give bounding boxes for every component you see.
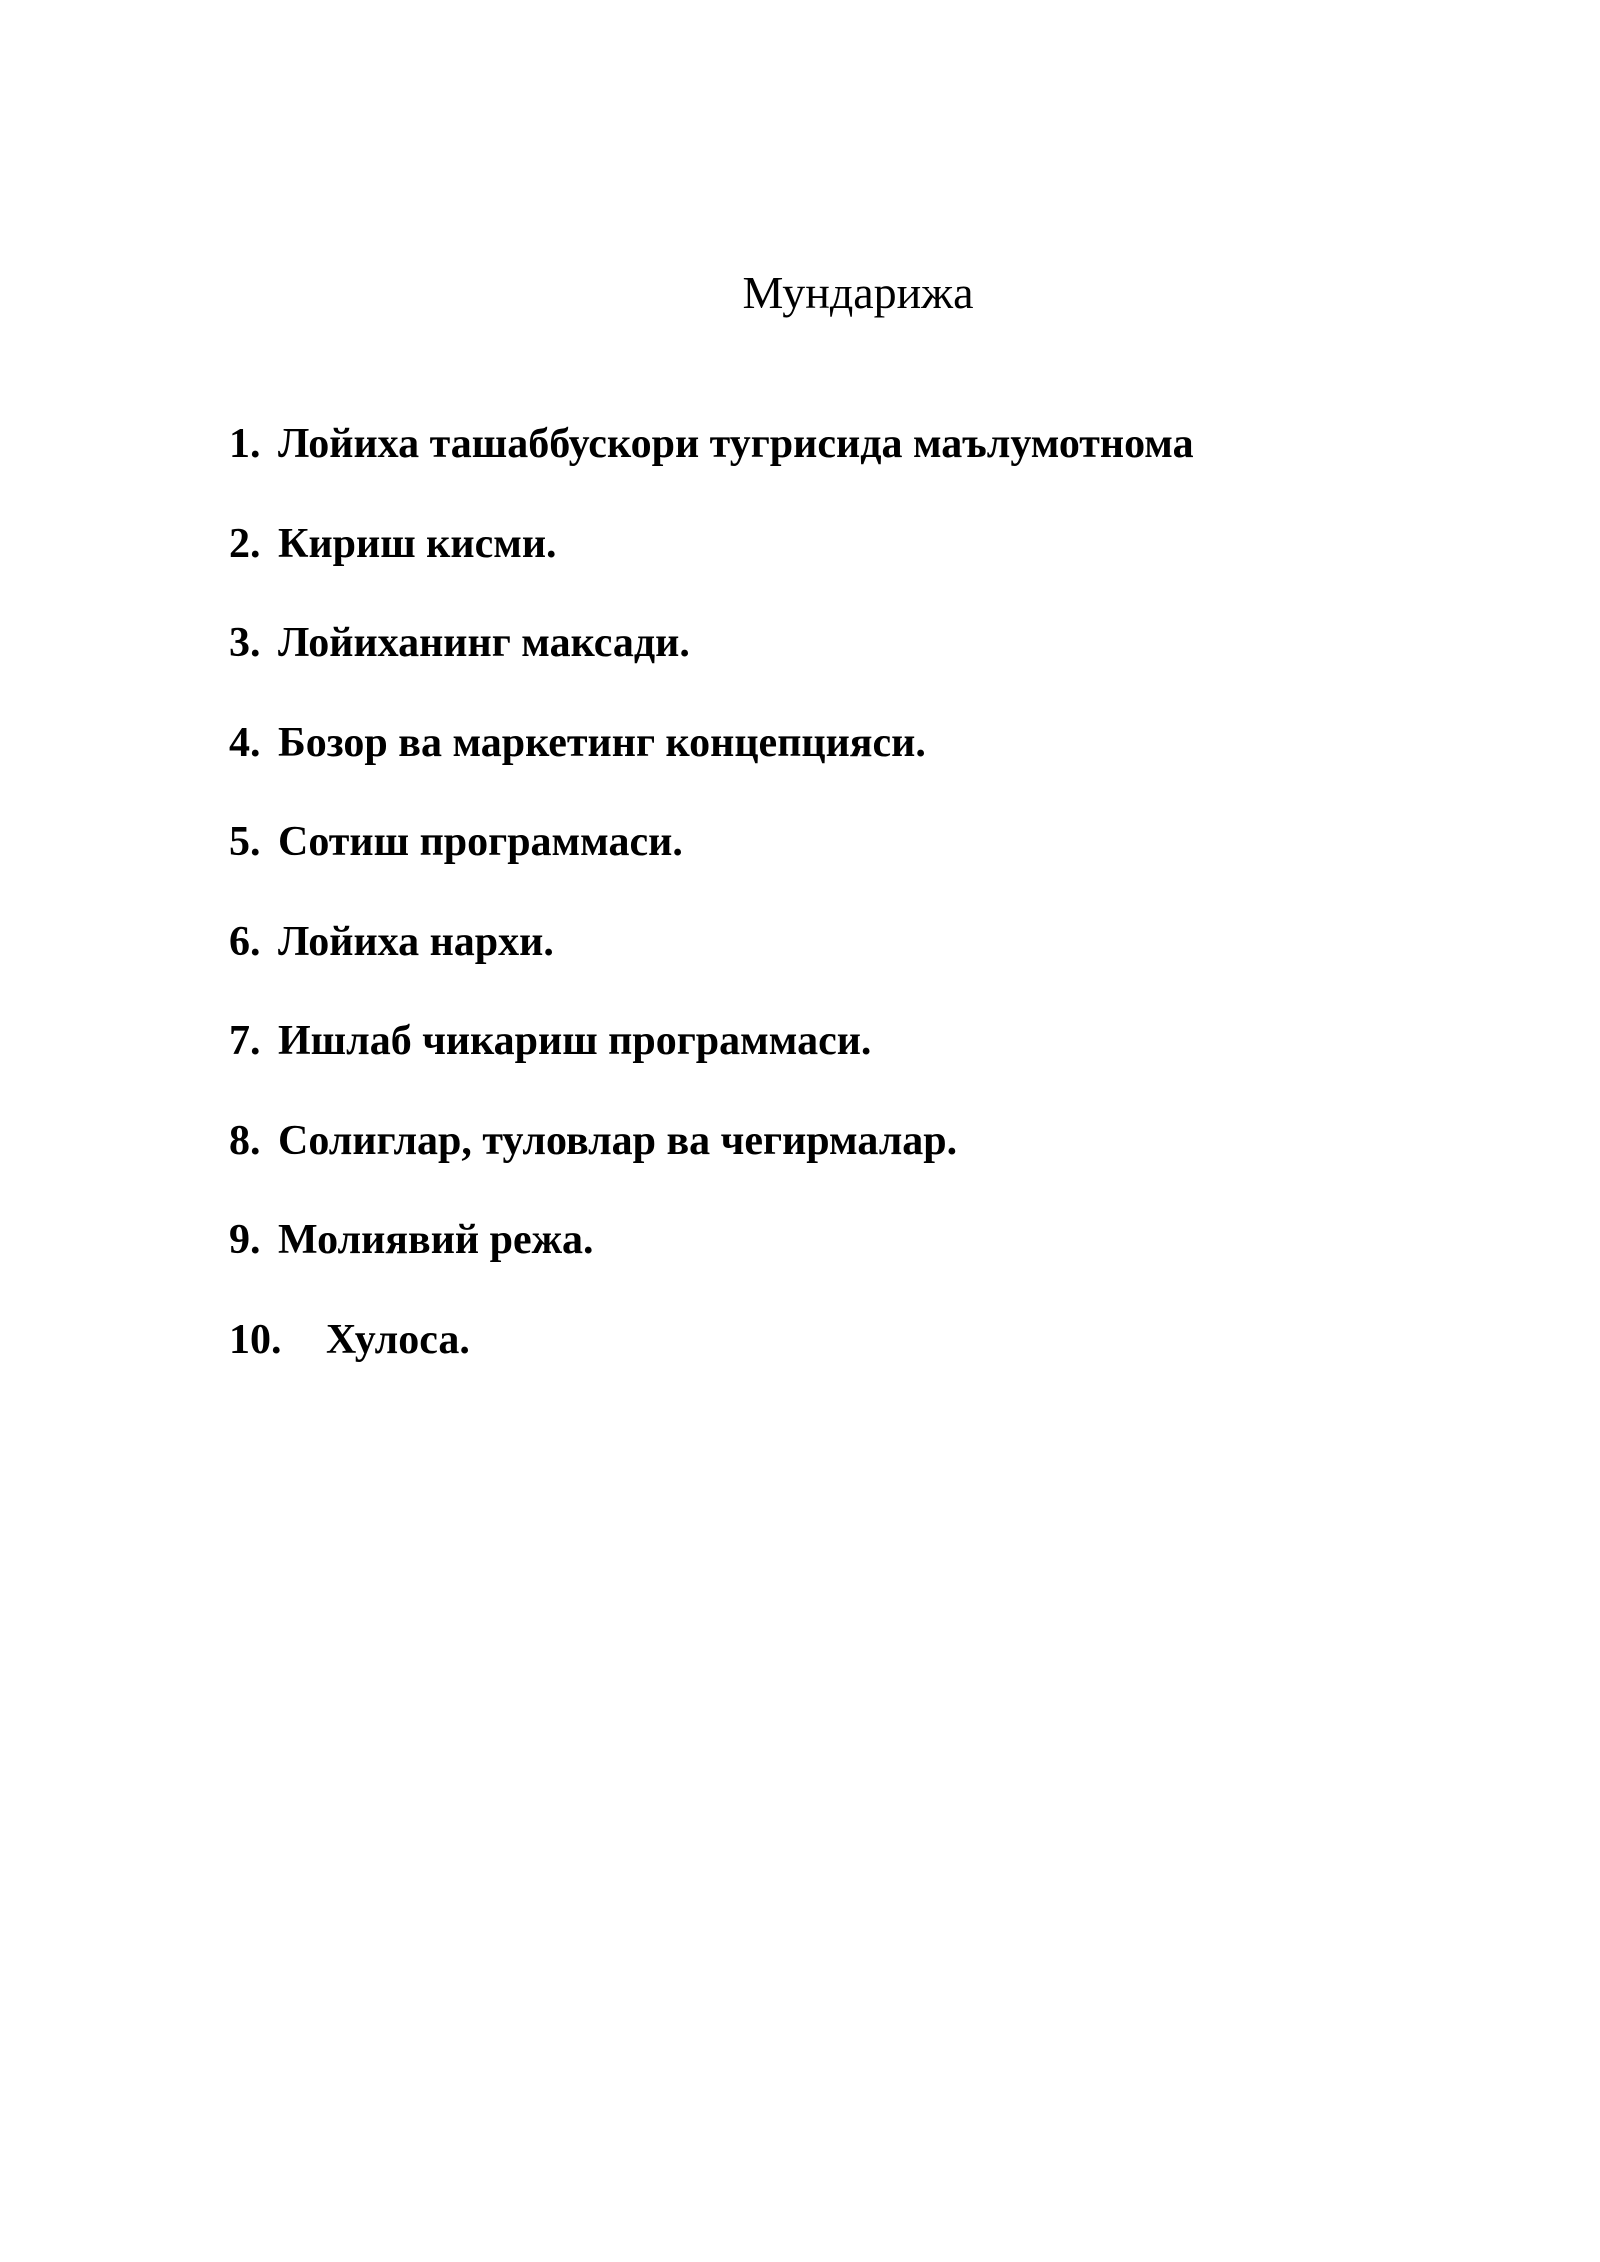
toc-item-number: 5.	[229, 819, 261, 865]
toc-item-3	[229, 617, 1194, 717]
toc-item-9	[229, 1214, 1194, 1314]
toc-item-number: 2.	[229, 520, 261, 567]
toc-item-text: Сотиш программаси.	[278, 819, 683, 865]
toc-item-text: Кириш кисми.	[278, 520, 557, 567]
toc-item-text: Лойиханинг максади.	[278, 620, 690, 666]
toc-item-7	[229, 1015, 1194, 1115]
toc-item-8	[229, 1115, 1194, 1215]
toc-item-number: 1.	[229, 421, 261, 467]
toc-item-number: 7.	[229, 1018, 261, 1064]
toc-item-2	[229, 518, 1194, 618]
toc-item-number: 8.	[229, 1117, 261, 1164]
toc-item-text: Лойиха ташаббускори тугрисида маълумотнома	[278, 421, 1194, 467]
toc-item-number: 10.	[229, 1316, 282, 1363]
toc-item-5	[229, 816, 1194, 916]
table-of-contents	[229, 418, 1194, 1413]
toc-item-10	[229, 1314, 1194, 1414]
toc-item-6	[229, 916, 1194, 1016]
toc-item-number: 6.	[229, 918, 261, 965]
toc-item-text: Хулоса.	[326, 1316, 470, 1363]
toc-item-number: 3.	[229, 620, 261, 666]
toc-item-text: Солиглар, туловлар ва чегирмалар.	[278, 1117, 958, 1164]
toc-item-text: Молиявий режа.	[278, 1217, 594, 1263]
toc-item-number: 9.	[229, 1217, 261, 1263]
toc-item-text: Лойиха нархи.	[278, 918, 554, 965]
toc-item-text: Бозор ва маркетинг концепцияси.	[278, 719, 926, 766]
toc-item-4	[229, 717, 1194, 817]
toc-item-number: 4.	[229, 719, 261, 766]
toc-item-1	[229, 418, 1194, 518]
page-title: Мундарижа	[742, 267, 974, 318]
toc-item-text: Ишлаб чикариш программаси.	[278, 1018, 872, 1064]
